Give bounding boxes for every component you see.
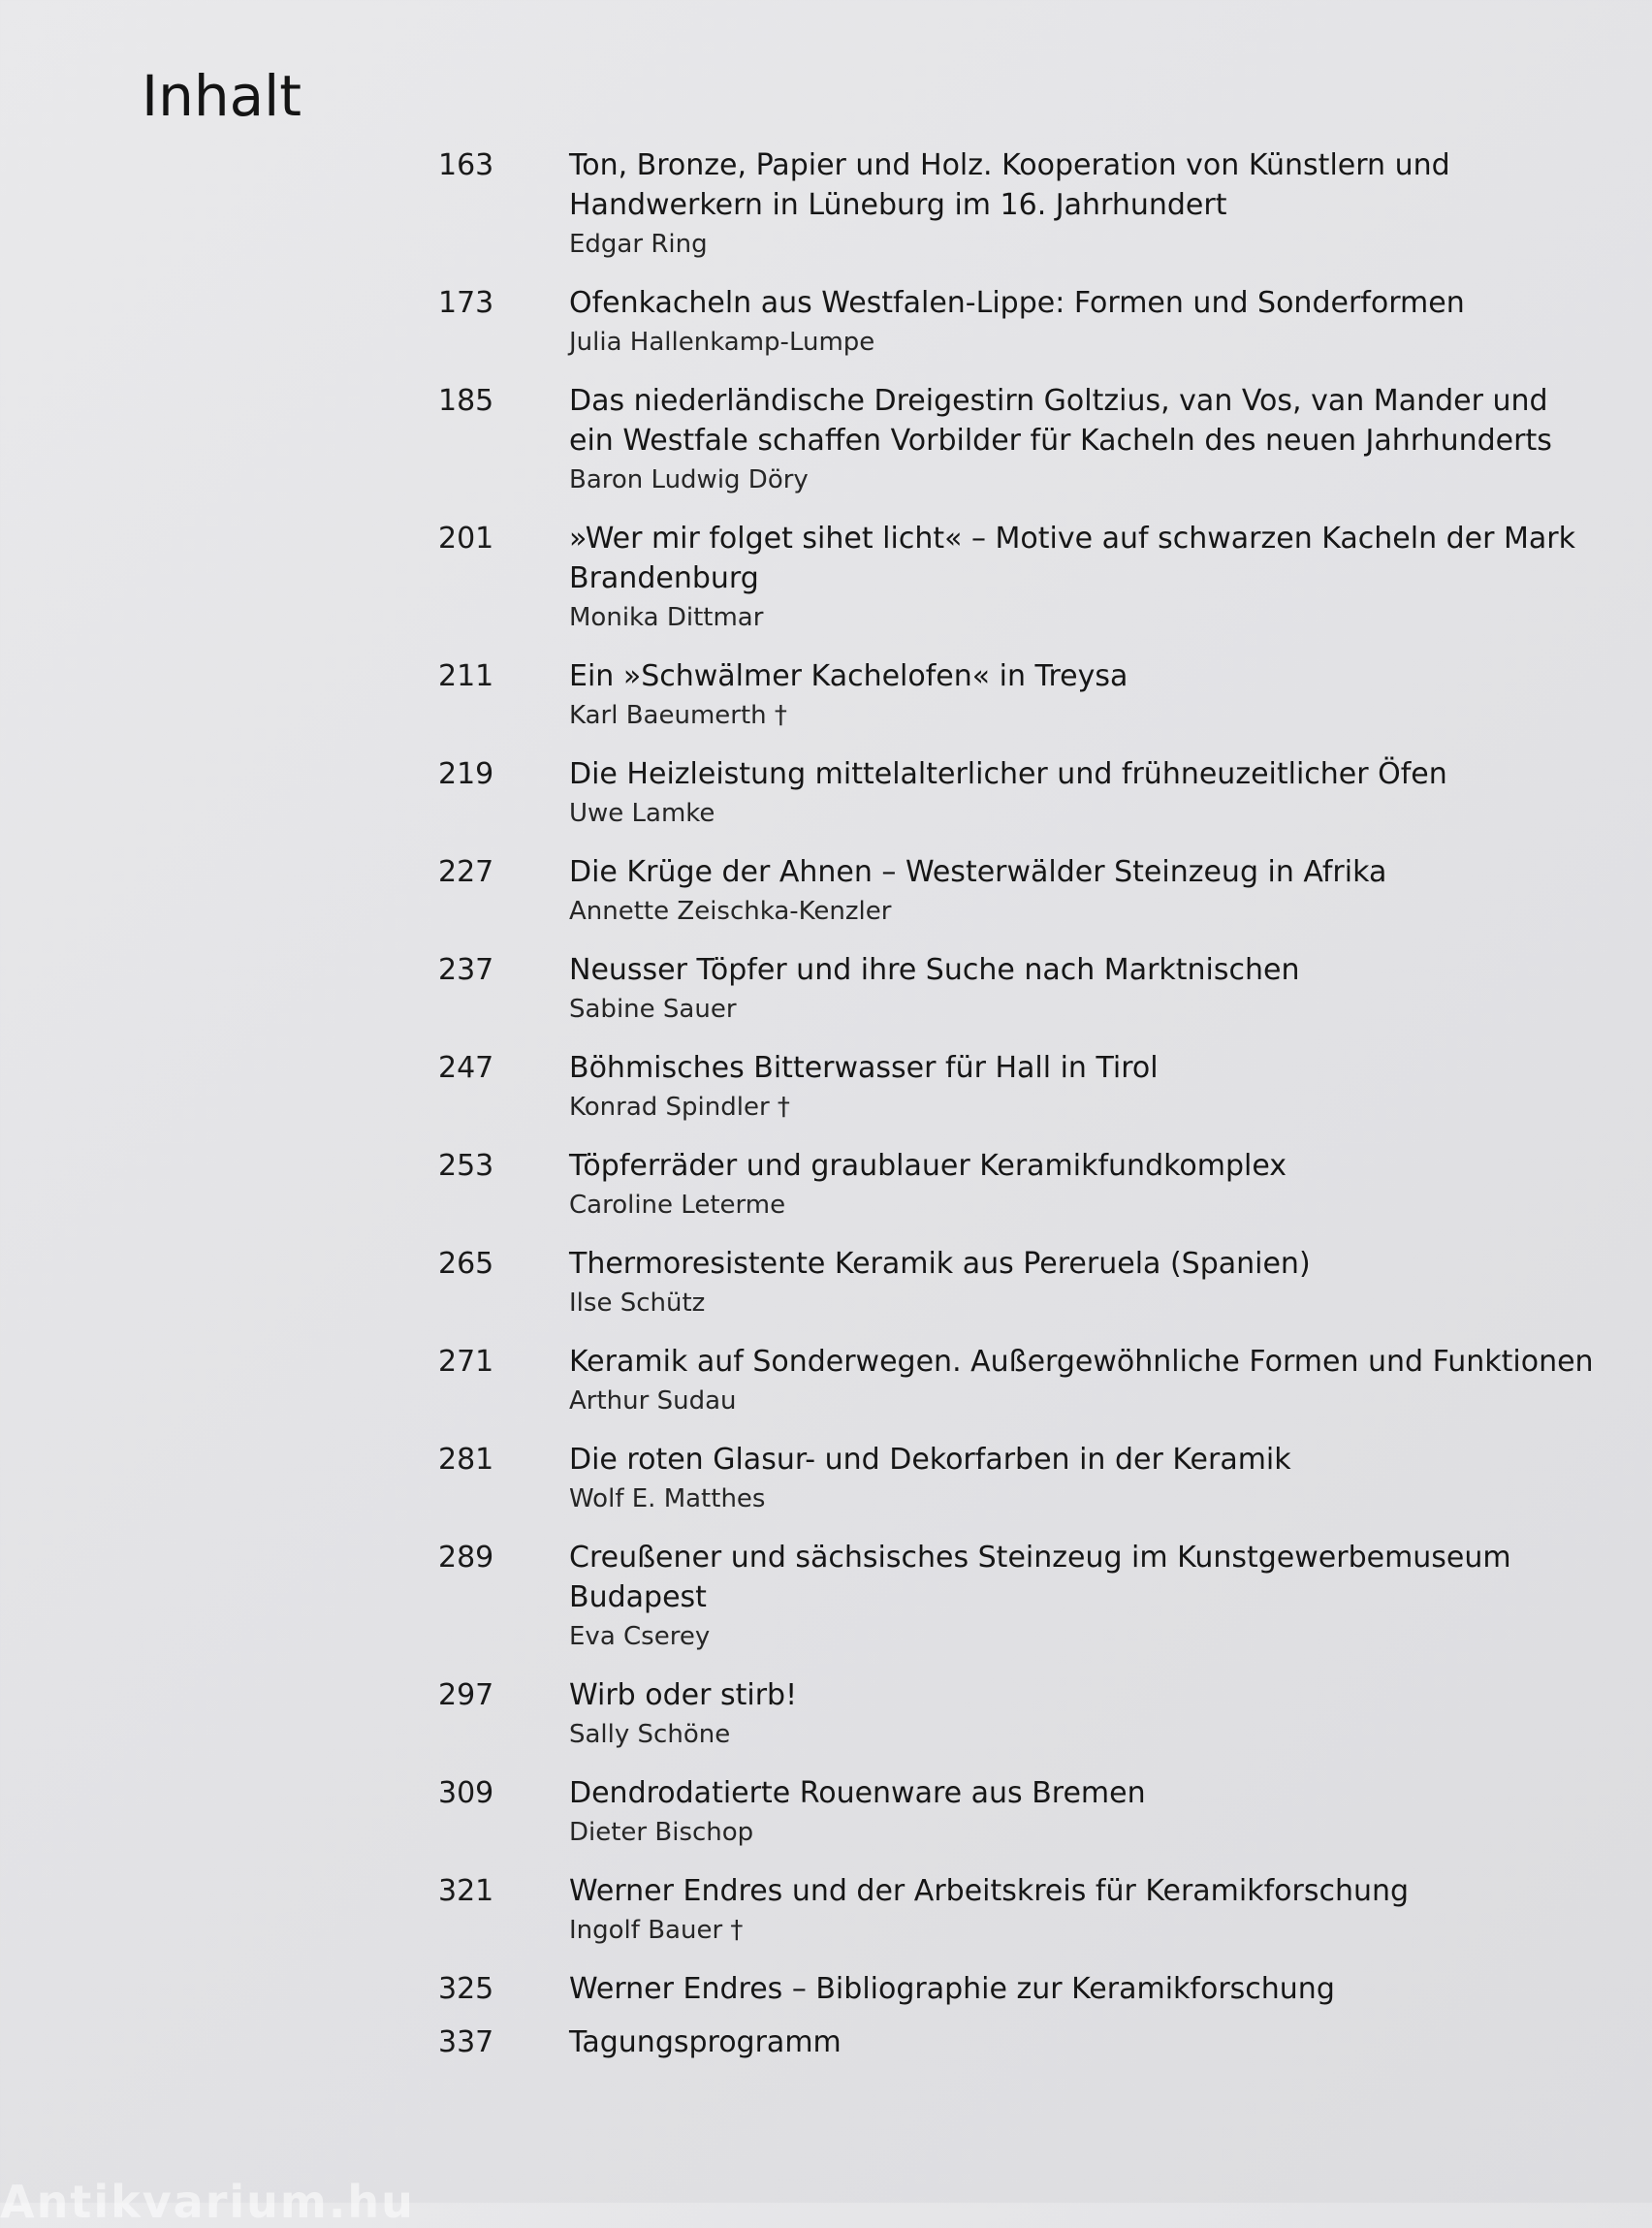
toc-entry — [438, 1773, 1543, 1852]
toc-entry-title: Töpferräder und graublauer Keramikfundkomplex — [569, 1149, 1287, 1183]
toc-entry-content — [569, 145, 1543, 264]
toc-entry-content — [569, 381, 1552, 499]
toc-entry — [438, 1440, 1543, 1518]
toc-page-number: 163 — [438, 148, 494, 182]
toc-entry-author: Sally Schöne — [569, 1720, 731, 1749]
toc-entry-title: Wirb oder stirb! — [569, 1678, 798, 1712]
toc-entry-author: Dieter Bischop — [569, 1818, 754, 1847]
toc-entry-title: ein Westfale schaffen Vorbilder für Kacheln des neuen Jahrhunderts — [569, 424, 1552, 458]
toc-entry-content — [569, 1244, 1543, 1322]
toc-entry — [438, 1048, 1543, 1127]
toc-page-number: 297 — [438, 1678, 494, 1712]
toc-entry-content — [569, 1675, 1543, 1754]
toc-entry — [438, 656, 1543, 735]
toc-entry — [438, 2022, 1543, 2062]
toc-entry-content — [569, 283, 1543, 362]
table-of-contents — [438, 145, 1594, 2062]
toc-entry-title: Die roten Glasur- und Dekorfarben in der Keramik — [569, 1443, 1291, 1477]
toc-entry — [438, 381, 1552, 499]
toc-entry-title: Das niederländische Dreigestirn Goltzius, van Vos, van Mander und — [569, 384, 1548, 418]
toc-entry-content — [569, 1871, 1543, 1950]
toc-entry — [438, 1244, 1543, 1322]
toc-entry — [438, 1675, 1543, 1754]
toc-page-number: 219 — [438, 757, 494, 791]
toc-entry-title: Werner Endres – Bibliographie zur Keramikforschung — [569, 1972, 1335, 2006]
toc-entry-author: Ilse Schütz — [569, 1289, 706, 1318]
toc-entry-content — [569, 2022, 1543, 2062]
toc-entry-author: Baron Ludwig Döry — [569, 465, 809, 494]
toc-page-number: 227 — [438, 855, 494, 889]
toc-page-number: 271 — [438, 1345, 494, 1379]
toc-entry-author: Julia Hallenkamp-Lumpe — [569, 328, 875, 357]
toc-entry-author: Edgar Ring — [569, 230, 708, 259]
toc-entry-title: Budapest — [569, 1580, 707, 1614]
toc-entry-title: Ofenkacheln aus Westfalen-Lippe: Formen und Sonderformen — [569, 286, 1465, 320]
toc-page-number: 253 — [438, 1149, 494, 1183]
toc-entry-title: Die Heizleistung mittelalterlicher und frühneuzeitlicher Öfen — [569, 757, 1447, 791]
toc-page-number: 325 — [438, 1972, 494, 2006]
toc-page-number: 289 — [438, 1541, 494, 1575]
toc-page-number: 337 — [438, 2025, 494, 2059]
toc-page-number: 281 — [438, 1443, 494, 1477]
toc-entry-author: Wolf E. Matthes — [569, 1484, 766, 1513]
toc-entry-author: Arthur Sudau — [569, 1386, 737, 1416]
toc-entry-content — [569, 1048, 1543, 1127]
toc-entry-title: Brandenburg — [569, 561, 759, 595]
toc-entry-content — [569, 950, 1543, 1029]
watermark: Antikvarium.hu — [0, 2176, 415, 2228]
toc-page-number: 201 — [438, 522, 494, 556]
toc-entry — [438, 519, 1575, 637]
toc-entry — [438, 950, 1543, 1029]
toc-entry-content — [569, 852, 1543, 931]
toc-page-number: 173 — [438, 286, 494, 320]
toc-entry — [438, 1146, 1543, 1225]
toc-entry-content — [569, 754, 1543, 833]
toc-entry — [438, 754, 1543, 833]
toc-entry — [438, 1342, 1594, 1420]
toc-entry-title: Ein »Schwälmer Kachelofen« in Treysa — [569, 659, 1128, 693]
toc-entry-content — [569, 519, 1575, 637]
toc-entry-author: Eva Cserey — [569, 1622, 711, 1651]
toc-entry-title: Thermoresistente Keramik aus Pereruela (Spanien) — [569, 1247, 1311, 1281]
page-title: Inhalt — [142, 63, 302, 129]
toc-entry-content — [569, 1538, 1543, 1656]
toc-entry-content — [569, 1342, 1594, 1420]
toc-entry — [438, 1538, 1543, 1656]
toc-page-number: 237 — [438, 953, 494, 987]
toc-entry-title: Keramik auf Sonderwegen. Außergewöhnliche Formen und Funktionen — [569, 1345, 1594, 1379]
toc-entry — [438, 283, 1543, 362]
toc-entry-author: Uwe Lamke — [569, 799, 715, 828]
toc-entry-author: Monika Dittmar — [569, 603, 764, 632]
toc-entry-content — [569, 1440, 1543, 1518]
toc-entry-title: Handwerkern in Lüneburg im 16. Jahrhundert — [569, 188, 1227, 222]
toc-page-number: 309 — [438, 1776, 494, 1810]
toc-entry-author: Konrad Spindler † — [569, 1093, 790, 1122]
toc-entry-title: Neusser Töpfer und ihre Suche nach Marktnischen — [569, 953, 1300, 987]
toc-entry-title: Ton, Bronze, Papier und Holz. Kooperation von Künstlern und — [569, 148, 1450, 182]
toc-entry-title: Die Krüge der Ahnen – Westerwälder Steinzeug in Afrika — [569, 855, 1387, 889]
toc-entry-title: Böhmisches Bitterwasser für Hall in Tirol — [569, 1051, 1159, 1085]
toc-page-number: 247 — [438, 1051, 494, 1085]
toc-entry-title: Creußener und sächsisches Steinzeug im Kunstgewerbemuseum — [569, 1541, 1511, 1575]
toc-entry-title: »Wer mir folget sihet licht« – Motive auf schwarzen Kacheln der Mark — [569, 522, 1575, 556]
toc-entry-title: Dendrodatierte Rouenware aus Bremen — [569, 1776, 1146, 1810]
toc-entry-content — [569, 1773, 1543, 1852]
toc-page-number: 211 — [438, 659, 494, 693]
toc-entry — [438, 1969, 1543, 2009]
toc-entry-author: Karl Baeumerth † — [569, 701, 787, 730]
toc-entry — [438, 852, 1543, 931]
toc-entry — [438, 1871, 1543, 1950]
toc-entry-author: Annette Zeischka-Kenzler — [569, 897, 892, 926]
toc-page-number: 185 — [438, 384, 494, 418]
toc-entry-author: Ingolf Bauer † — [569, 1916, 744, 1945]
toc-entry-content — [569, 1146, 1543, 1225]
toc-entry-content — [569, 656, 1543, 735]
toc-entry-title: Werner Endres und der Arbeitskreis für Keramikforschung — [569, 1874, 1410, 1908]
toc-entry-title: Tagungsprogramm — [569, 2025, 842, 2059]
toc-entry-author: Caroline Leterme — [569, 1191, 786, 1220]
toc-entry-content — [569, 1969, 1543, 2009]
toc-page-number: 265 — [438, 1247, 494, 1281]
toc-entry-author: Sabine Sauer — [569, 995, 737, 1024]
toc-entry — [438, 145, 1543, 264]
toc-page-number: 321 — [438, 1874, 494, 1908]
